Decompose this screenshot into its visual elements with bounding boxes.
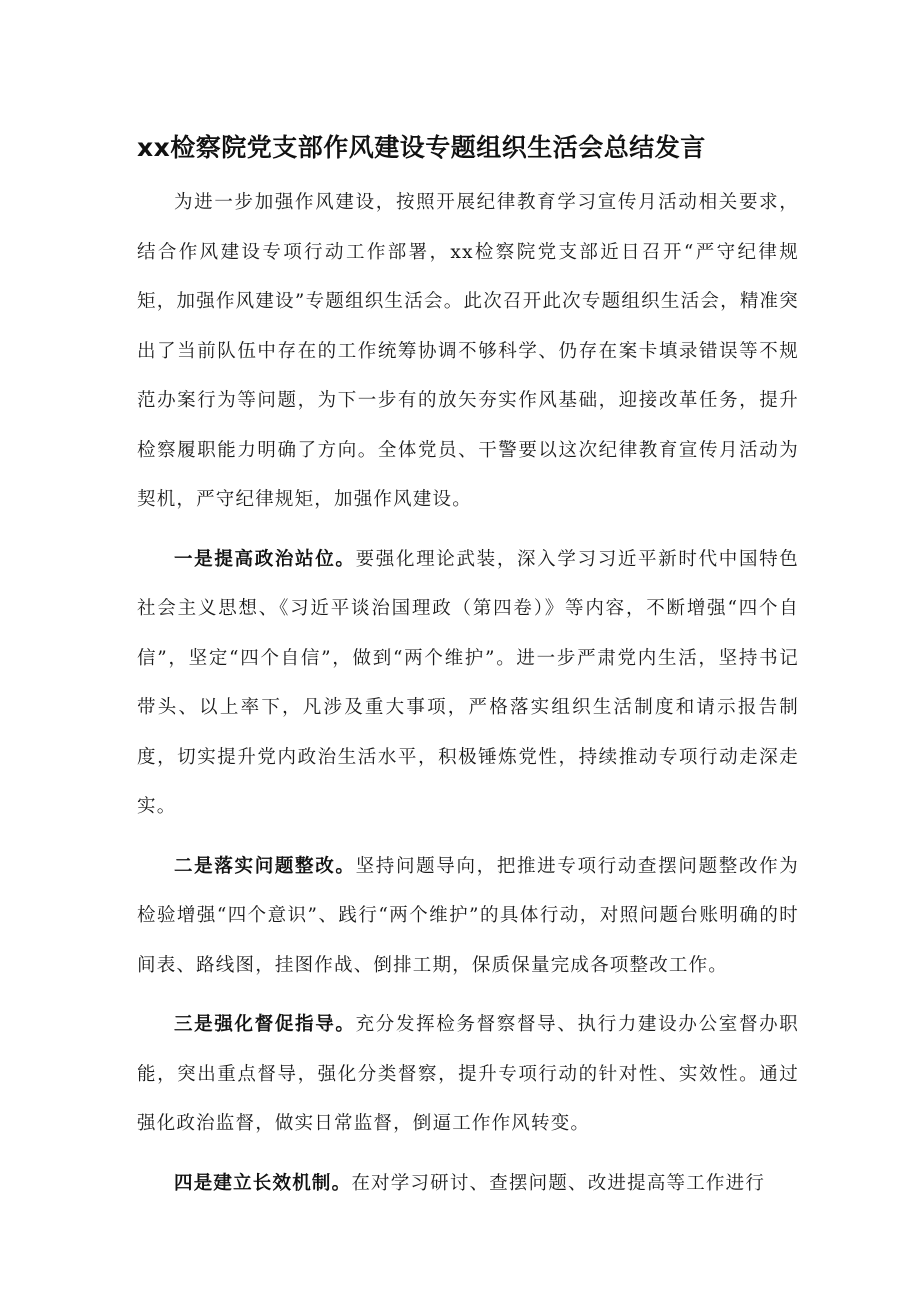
section-1-text: 要强化理论武装，深入学习习近平新时代中国特色社会主义思想、《习近平谈治国理政（第四卷）》等内容，不断增强“四个自信”，坚定“四个自信”，做到“两个维护”。进一步严肃党内生活，坚持书记带头、以上率下，凡涉及重大事项，严格落实组织生活制度和请示报告制度，切实提升党内政治生活水平，积极锤炼党性，持续推动专项行动走深走实。 <box>137 548 799 817</box>
section-2-text: 坚持问题导向，把推进专项行动查摆问题整改作为检验增强“四个意识”、践行“两个维护”的具体行动，对照问题台账明确的时间表、路线图，挂图作战、倒排工期，保质保量完成各项整改工作。 <box>137 855 799 976</box>
section-paragraph-1 <box>137 535 799 832</box>
section-paragraph-2 <box>137 842 799 991</box>
intro-paragraph: 为进一步加强作风建设，按照开展纪律教育学习宣传月活动相关要求，结合作风建设专项行动工作部署，xx检察院党支部近日召开“严守纪律规矩，加强作风建设”专题组织生活会。此次召开此次专题组织生活会，精准突出了当前队伍中存在的工作统筹协调不够科学、仍存在案卡填录错误等不规范办案行为等问题，为下一步有的放矢夯实作风基础，迎接改革任务，提升检察履职能力明确了方向。全体党员、干警要以这次纪律教育宣传月活动为契机，严守纪律规矩，加强作风建设。 <box>137 192 799 510</box>
section-4-heading: 四是建立长效机制。 <box>174 1172 352 1194</box>
section-3-text: 充分发挥检务督察督导、执行力建设办公室督办职能，突出重点督导，强化分类督察，提升专项行动的针对性、实效性。通过强化政治监督，做实日常监督，倒逼工作作风转变。 <box>137 1014 799 1134</box>
section-3-heading: 三是强化督促指导。 <box>174 1014 356 1035</box>
section-paragraph-3 <box>137 1000 799 1149</box>
document-title: xx检察院党支部作风建设专题组织生活会总结发言 <box>137 133 706 162</box>
section-4-text: 在对学习研讨、查摆问题、改进提高等工作进行 <box>351 1172 766 1194</box>
section-2-heading: 二是落实问题整改。 <box>174 855 356 877</box>
document-body <box>137 178 799 1208</box>
section-paragraph-4 <box>137 1159 799 1209</box>
section-1-heading: 一是提高政治站位。 <box>174 548 356 570</box>
